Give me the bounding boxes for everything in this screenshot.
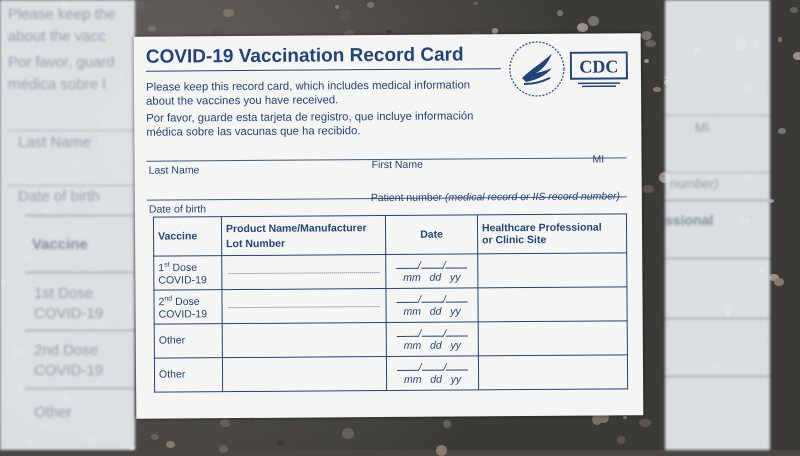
provider-cell[interactable] xyxy=(478,321,627,356)
card-title: COVID-19 Vaccination Record Card xyxy=(145,44,464,68)
ghost-text: Please keep the xyxy=(8,6,116,23)
product-cell[interactable] xyxy=(222,323,386,358)
vaccination-record-card xyxy=(134,33,644,419)
ghost-text: Por favor, guard xyxy=(8,54,115,71)
date-cell[interactable]: / / mm dd yy xyxy=(386,288,478,323)
patient-number-label: Patient number (medical record or IIS record number) xyxy=(370,190,621,205)
mi-label: MI xyxy=(592,153,605,166)
provider-cell[interactable] xyxy=(478,287,627,322)
vaccine-header: Vaccine xyxy=(153,217,221,256)
dose-cell: 1st Dose COVID-19 xyxy=(154,256,222,290)
date-cell[interactable]: / / mm dd yy xyxy=(386,356,478,391)
ghost-text: 1st Dose xyxy=(34,285,94,302)
product-cell[interactable] xyxy=(222,255,386,290)
blurred-card-right xyxy=(665,0,770,450)
provider-cell[interactable] xyxy=(478,253,627,288)
product-cell[interactable] xyxy=(222,357,386,392)
table-row xyxy=(154,321,627,358)
instructions-en-2: about the vaccines you have received. xyxy=(146,94,339,108)
ghost-text: MI xyxy=(695,120,710,135)
table-row xyxy=(154,287,627,324)
dose-cell: 2nd Dose COVID-19 xyxy=(154,290,222,324)
first-name-label: First Name xyxy=(371,158,423,172)
ghost-text: médica sobre l xyxy=(8,76,106,93)
table-row xyxy=(154,253,627,290)
dose-cell: Other xyxy=(154,358,222,392)
instructions-es-2: médica sobre las vacunas que ha recibido. xyxy=(146,125,361,139)
provider-cell[interactable] xyxy=(478,355,627,390)
ghost-text: Date of birth xyxy=(18,188,100,205)
blurred-card-left xyxy=(0,0,135,450)
instructions-es-1: Por favor, guarde esta tarjeta de registro, que incluye información xyxy=(146,110,474,125)
cdc-logo-icon xyxy=(570,51,628,89)
ghost-text: number) xyxy=(670,176,719,191)
date-cell[interactable]: / / mm dd yy xyxy=(386,254,478,289)
table-row xyxy=(154,355,627,392)
dose-cell: Other xyxy=(154,324,222,358)
vaccination-table xyxy=(153,213,628,392)
svg-text:CDC: CDC xyxy=(579,56,619,77)
dob-label: Date of birth xyxy=(148,203,207,216)
product-cell[interactable] xyxy=(222,289,386,324)
ghost-text: COVID-19 xyxy=(34,362,104,379)
ghost-text: ssional xyxy=(665,212,714,228)
title-rule xyxy=(146,68,501,71)
ghost-text: Vaccine xyxy=(32,236,88,253)
product-header: Product Name/Manufacturer Lot Number xyxy=(221,216,385,256)
ghost-text: COVID-19 xyxy=(34,305,104,322)
ghost-text: Other xyxy=(34,404,72,421)
hhs-seal-icon xyxy=(508,40,566,98)
table-header-row xyxy=(153,214,626,256)
provider-header: Healthcare Professional or Clinic Site xyxy=(477,214,626,254)
ghost-text: about the vacc xyxy=(8,28,106,45)
date-cell[interactable]: / / mm dd yy xyxy=(386,322,478,357)
last-name-label: Last Name xyxy=(148,164,200,177)
ghost-text: Last Name xyxy=(18,134,91,151)
instructions-en-1: Please keep this record card, which includes medical information xyxy=(145,79,471,94)
date-header: Date xyxy=(385,215,477,255)
ghost-text: 2nd Dose xyxy=(34,342,99,359)
